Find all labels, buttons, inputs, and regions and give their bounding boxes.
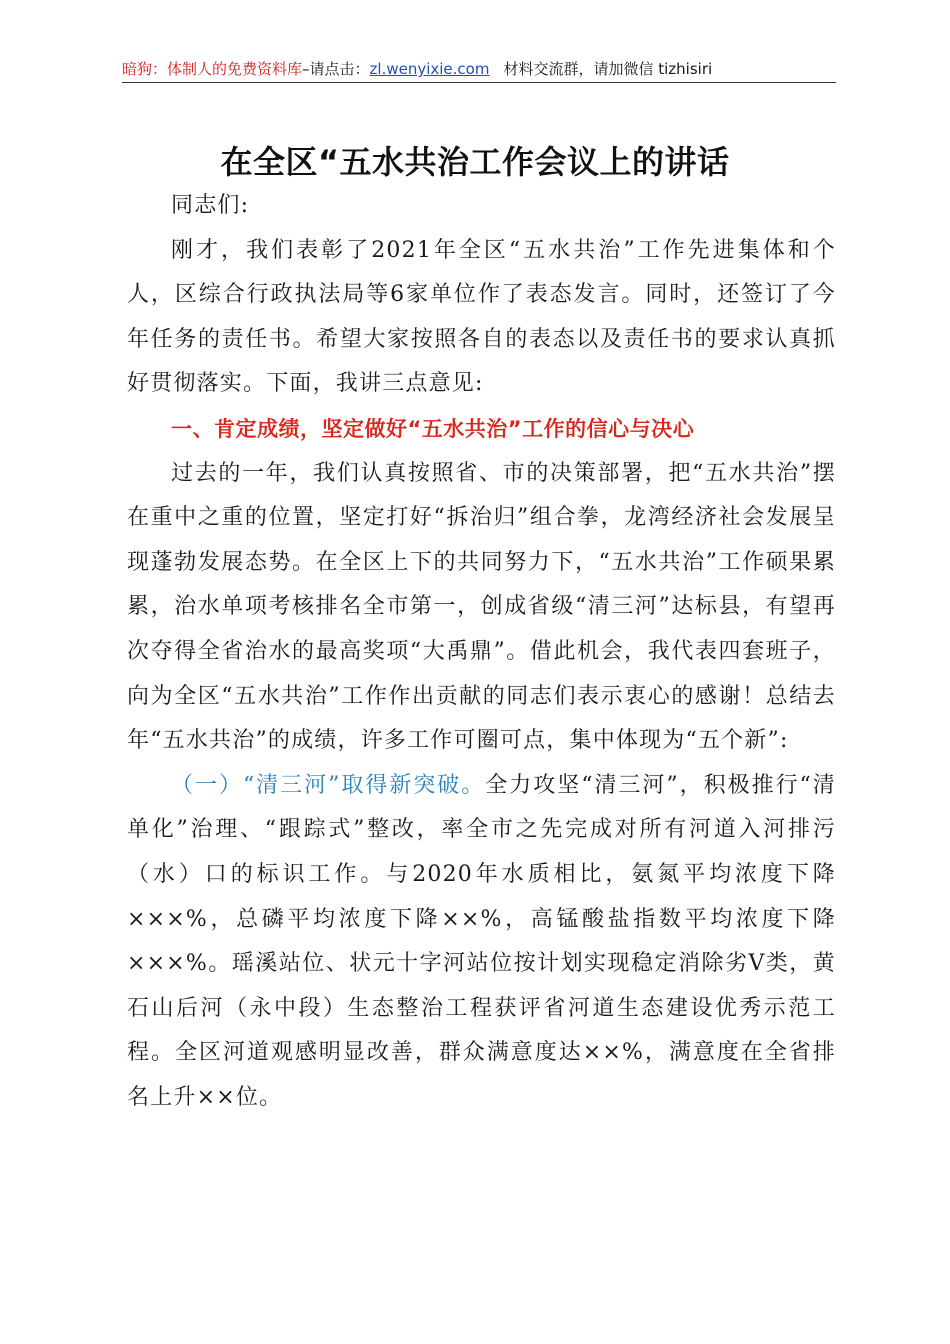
document-title: 在全区“五水共治工作会议上的讲话	[220, 143, 730, 181]
header-divider	[122, 82, 836, 83]
section-paragraph-1: 过去的一年，我们认真按照省、市的决策部署，把“五水共治”摆在重中之重的位置，坚定打好“拆治归”组合拳，龙湾经济社会发展呈现蓬勃发展态势。在全区上下的共同努力下，“五水共治”工作硕果累累，治水单项考核排名全市第一，创成省级“清三河”达标县，有望再次夺得全省治水的最高奖项“大禹鼎”。借此机会，我代表四套班子，向为全区“五水共治”工作作出贡献的同志们表示衷心的感谢！总结去年“五水共治”的成绩，许多工作可圈可点，集中体现为“五个新”:	[127, 460, 836, 754]
subsection-paragraph-1	[127, 764, 836, 1121]
intro-paragraph: 刚才，我们表彰了2021年全区“五水共治”工作先进集体和个人，区综合行政执法局等6家单位作了表态发言。同时，还签订了今年任务的责任书。希望大家按照各自的表态以及责任书的要求认真抓好贯彻落实。下面，我讲三点意见:	[127, 237, 836, 397]
document-body	[127, 184, 836, 1120]
header-click-text: –请点击：	[302, 60, 370, 78]
subsection-text-1: 全力攻坚“清三河”，积极推行“清单化”治理、“跟踪式”整改，率全市之先完成对所有河道入河排污（水）口的标识工作。与2020年水质相比，氨氮平均浓度下降×××%，总磷平均浓度下降××%，高锰酸盐指数平均浓度下降×××%。瑶溪站位、状元十字河站位按计划实现稳定消除劣V类，黄石山后河（永中段）生态整治工程获评省河道生态建设优秀示范工程。全区河道观感明显改善，群众满意度达××%，满意度在全省排名上升××位。	[127, 772, 836, 1110]
header-ad-text: 暗狗：体制人的免费资料库	[122, 60, 303, 78]
header-wechat-text: 材料交流群，请加微信 tizhisiri	[503, 60, 713, 78]
section-heading-1: 一、肯定成绩，坚定做好“五水共治”工作的信心与决心	[171, 416, 695, 441]
salutation: 同志们:	[171, 193, 250, 218]
subsection-heading-1: （一）“清三河”取得新突破。	[171, 772, 486, 798]
page-header	[122, 58, 832, 80]
header-link[interactable]: zl.wenyixie.com	[369, 60, 490, 78]
